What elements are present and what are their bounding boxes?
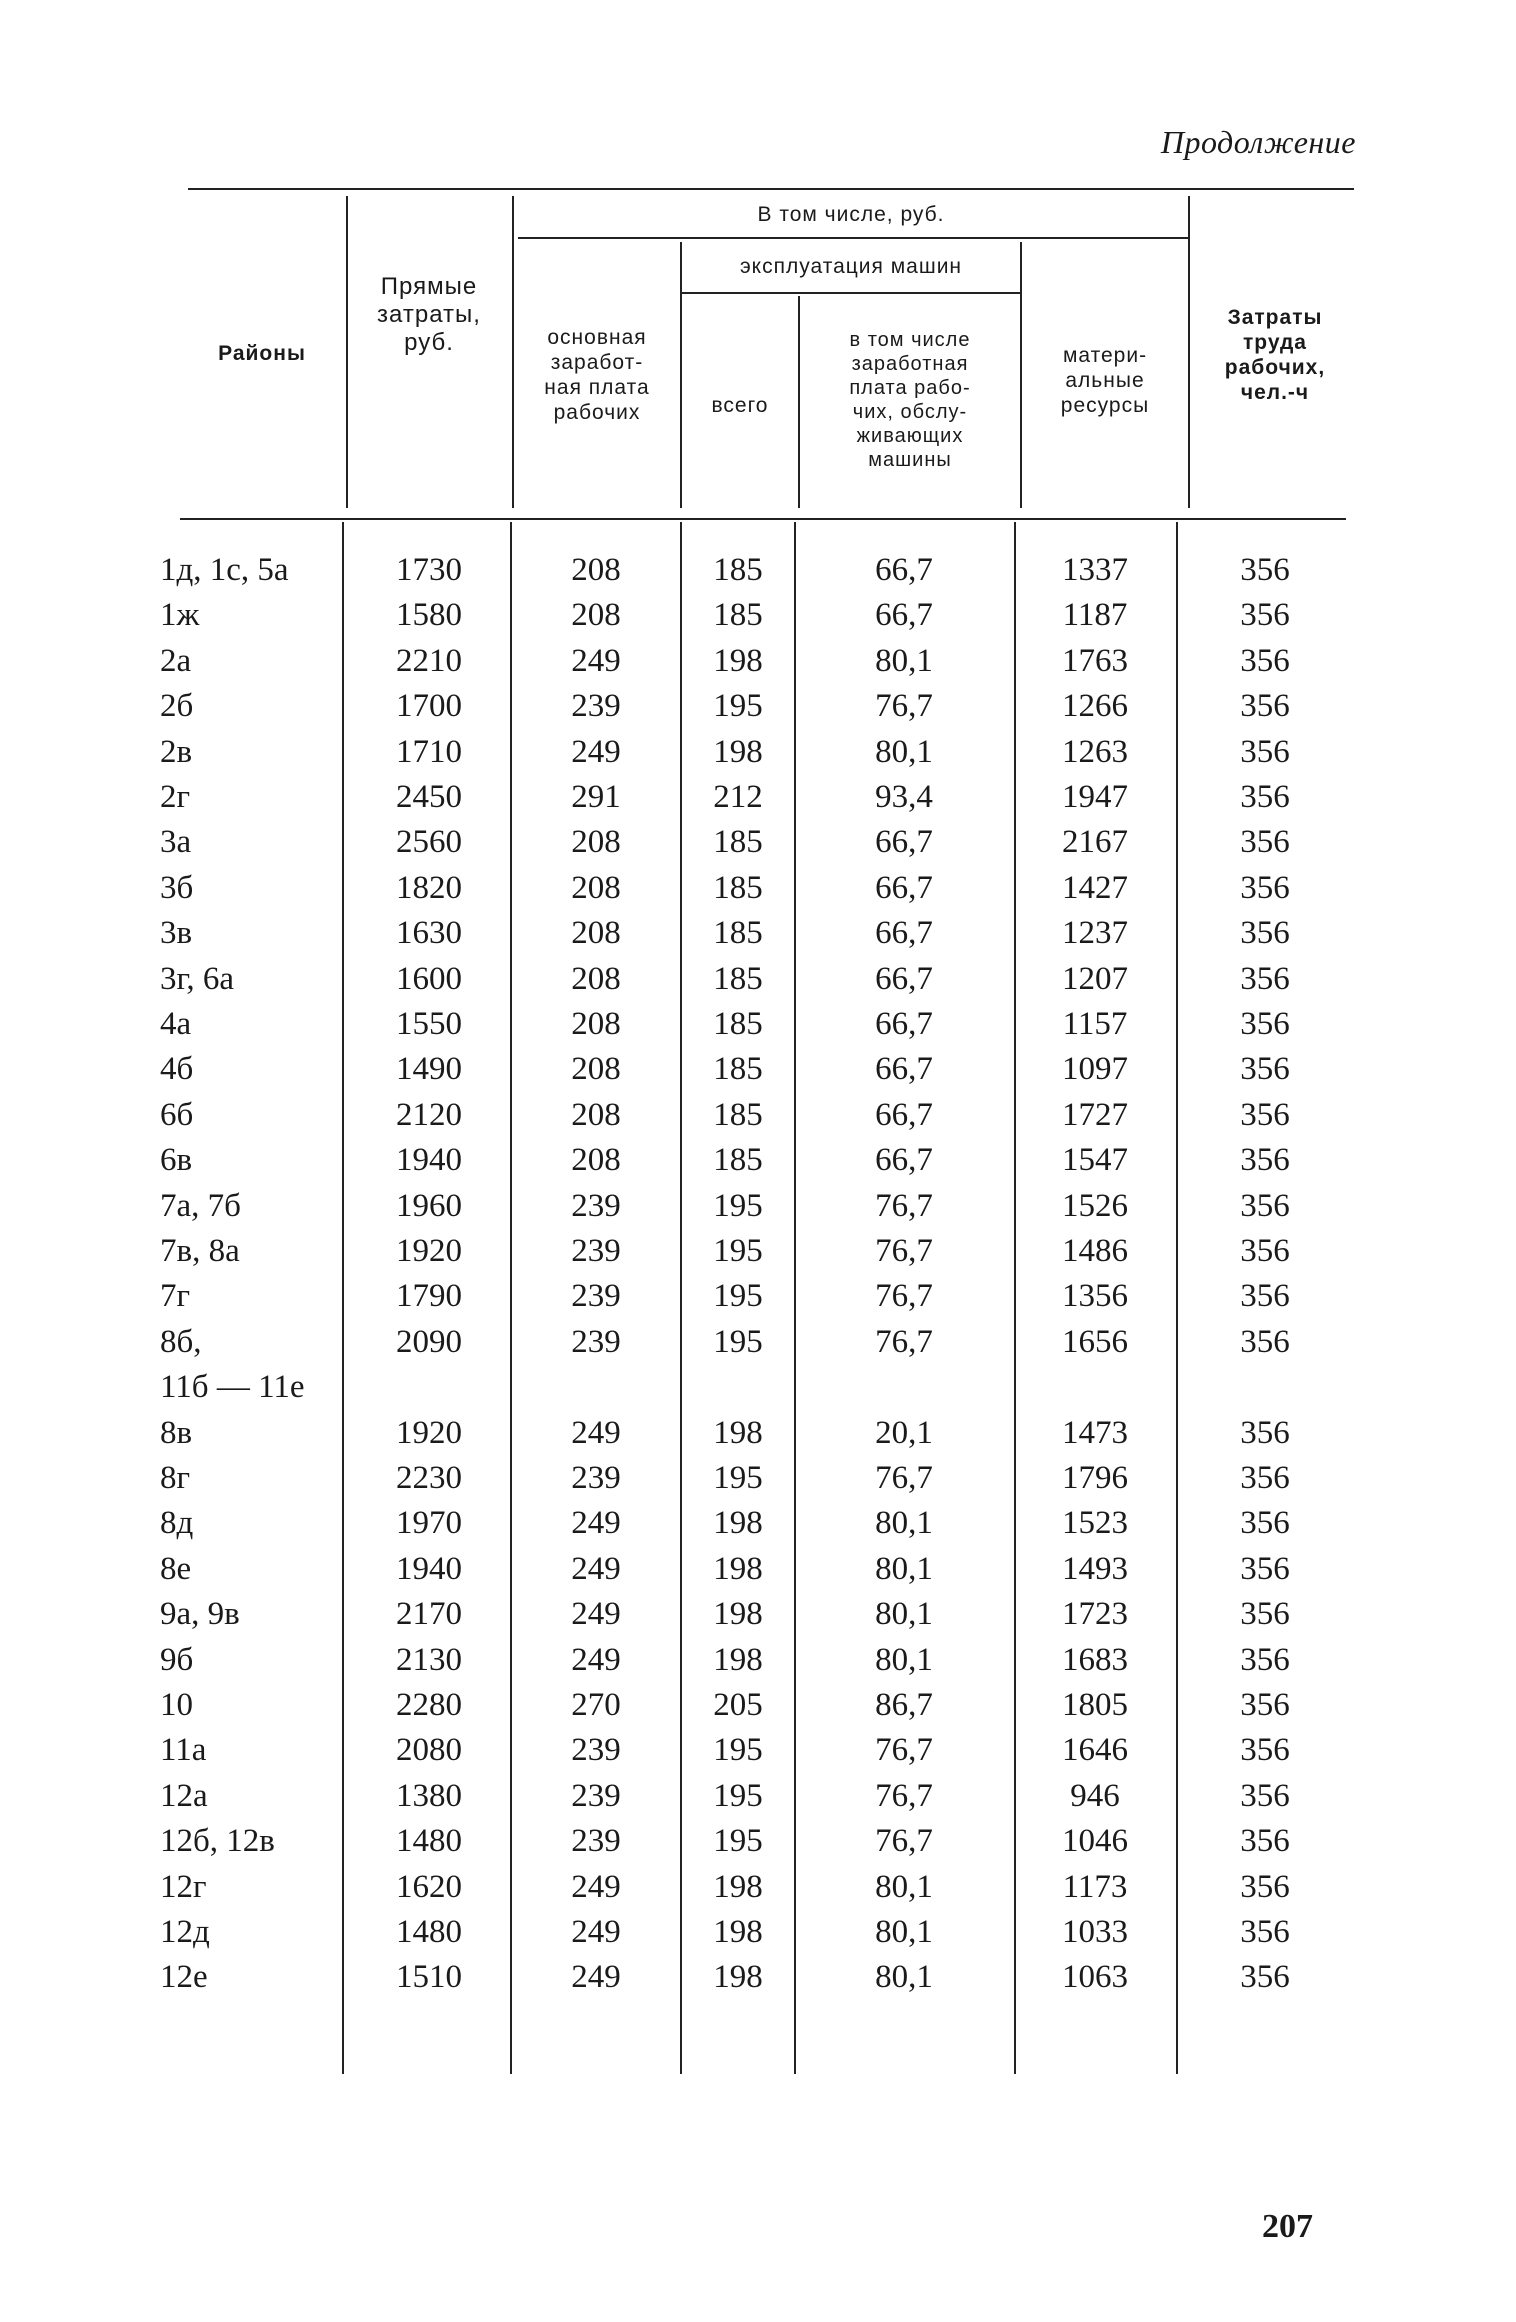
- table-row: [0, 1456, 1516, 1501]
- cell-base-wages: 208: [571, 869, 621, 906]
- cell-machine-total: 185: [713, 1096, 763, 1133]
- cell-direct-costs: 1700: [396, 688, 462, 725]
- cell-labor: 356: [1240, 688, 1290, 725]
- cell-base-wages: 239: [571, 1187, 621, 1224]
- table-row: [0, 1229, 1516, 1274]
- cell-base-wages: 239: [571, 1777, 621, 1814]
- table-row: [0, 1910, 1516, 1955]
- cell-labor: 356: [1240, 1959, 1290, 1996]
- cell-materials: 1486: [1062, 1233, 1128, 1269]
- cell-machine-wages: 66,7: [875, 1142, 933, 1179]
- table-row: [0, 1138, 1516, 1183]
- cell-materials: 946: [1070, 1777, 1120, 1814]
- cell-base-wages: 208: [571, 1142, 621, 1179]
- cell-base-wages: 249: [571, 642, 621, 679]
- cell-machine-total: 198: [713, 733, 763, 770]
- cell-district: 2в: [160, 733, 193, 770]
- cell-district: 10: [160, 1687, 193, 1723]
- cell-machine-total: 205: [713, 1687, 763, 1723]
- header-rule-including: [518, 237, 1188, 239]
- cell-district: 2г: [160, 779, 191, 815]
- cell-machine-wages: 80,1: [875, 642, 933, 679]
- cell-base-wages: 270: [571, 1687, 621, 1723]
- cell-labor: [1180, 1365, 1350, 1410]
- table-row: [0, 1002, 1516, 1047]
- cell-labor: 356: [1240, 1460, 1290, 1496]
- table-row: [0, 1320, 1516, 1365]
- cell-machine-wages: 76,7: [875, 1460, 933, 1496]
- table-row: [0, 1501, 1516, 1546]
- cell-district: 11а: [160, 1732, 207, 1769]
- cell-machine-total: 198: [713, 1596, 763, 1633]
- table-row: [0, 911, 1516, 956]
- cell-direct-costs: 2130: [396, 1641, 462, 1678]
- table-row: [0, 1728, 1516, 1773]
- cell-materials: 1656: [1062, 1323, 1128, 1360]
- cell-direct-costs: 2090: [396, 1323, 462, 1360]
- cell-materials: 1526: [1062, 1187, 1128, 1224]
- cell-labor: 356: [1240, 642, 1290, 679]
- cell-labor: 356: [1240, 1732, 1290, 1769]
- table-row: [0, 593, 1516, 638]
- cell-materials: 1356: [1062, 1278, 1128, 1315]
- table-row: [0, 866, 1516, 911]
- cell-materials: 1427: [1062, 869, 1128, 906]
- cell-base-wages: 239: [571, 1233, 621, 1269]
- cell-labor: 356: [1240, 869, 1290, 906]
- header-materials: матери- альные ресурсы: [1060, 343, 1150, 417]
- cell-direct-costs: 1380: [396, 1777, 462, 1814]
- cell-base-wages: 249: [571, 1550, 621, 1587]
- table-row: [0, 1365, 1516, 1410]
- table-row: [0, 820, 1516, 865]
- cell-machine-wages: 76,7: [875, 1777, 933, 1814]
- cell-labor: 356: [1240, 1823, 1290, 1860]
- cell-machine-wages: 66,7: [875, 1006, 933, 1042]
- cell-materials: 2167: [1062, 824, 1128, 861]
- cell-base-wages: 208: [571, 1051, 621, 1088]
- cell-district: 8б,: [160, 1323, 202, 1360]
- cell-labor: 356: [1240, 1914, 1290, 1950]
- cell-machine-wages: 66,7: [875, 960, 933, 997]
- cell-direct-costs: 2120: [396, 1096, 462, 1133]
- cell-machine-total: 185: [713, 824, 763, 861]
- cell-machine-total: 185: [713, 552, 763, 588]
- cell-labor: 356: [1240, 1051, 1290, 1088]
- cell-machine-wages: 93,4: [875, 779, 933, 815]
- cell-materials: 1947: [1062, 779, 1128, 815]
- table-row: [0, 730, 1516, 775]
- cell-direct-costs: 2080: [396, 1732, 462, 1769]
- table-row: [0, 1592, 1516, 1637]
- cell-labor: 356: [1240, 1142, 1290, 1179]
- table-row: [0, 1865, 1516, 1910]
- table-row: [0, 1683, 1516, 1728]
- cell-labor: 356: [1240, 1323, 1290, 1360]
- cell-machine-total: 198: [713, 1959, 763, 1996]
- cell-materials: 1237: [1062, 915, 1128, 952]
- cell-direct-costs: 1710: [396, 733, 462, 770]
- cell-machine-wages: 76,7: [875, 688, 933, 725]
- cell-machine-wages: 80,1: [875, 1641, 933, 1678]
- cell-direct-costs: 1600: [396, 960, 462, 997]
- cell-base-wages: 239: [571, 1460, 621, 1496]
- header-rule-machines: [682, 292, 1020, 294]
- cell-materials: 1187: [1062, 597, 1128, 634]
- cell-district: 4б: [160, 1051, 194, 1088]
- cell-base-wages: 291: [571, 779, 621, 815]
- cell-base-wages: 249: [571, 733, 621, 770]
- table-row: [0, 1819, 1516, 1864]
- cell-materials: 1683: [1062, 1641, 1128, 1678]
- cell-materials: 1207: [1062, 960, 1128, 997]
- cell-district: 8е: [160, 1550, 192, 1587]
- cell-direct-costs: 1970: [396, 1505, 462, 1542]
- cell-base-wages: 249: [571, 1641, 621, 1678]
- table-row: [0, 957, 1516, 1002]
- cell-machine-total: 198: [713, 1914, 763, 1950]
- cell-base-wages: 249: [571, 1414, 621, 1451]
- cell-labor: 356: [1240, 1505, 1290, 1542]
- cell-machine-wages: 76,7: [875, 1732, 933, 1769]
- cell-labor: 356: [1240, 1777, 1290, 1814]
- cell-direct-costs: 1920: [396, 1233, 462, 1269]
- cell-base-wages: 208: [571, 597, 621, 634]
- cell-direct-costs: 1580: [396, 597, 462, 634]
- cell-machine-wages: 76,7: [875, 1823, 933, 1860]
- cell-machine-total: 185: [713, 960, 763, 997]
- cell-materials: 1523: [1062, 1505, 1128, 1542]
- cell-direct-costs: 2450: [396, 779, 462, 815]
- table-top-rule: [188, 188, 1354, 190]
- table-row: [0, 639, 1516, 684]
- cell-machine-total: 185: [713, 597, 763, 634]
- cell-district: 12б, 12в: [160, 1823, 275, 1860]
- cell-district: 3г, 6а: [160, 960, 234, 997]
- table-row: [0, 775, 1516, 820]
- cell-direct-costs: 1730: [396, 552, 462, 588]
- cell-machine-total: 198: [713, 1414, 763, 1451]
- cell-machine-total: 185: [713, 1006, 763, 1042]
- cell-direct-costs: 2230: [396, 1460, 462, 1496]
- table-row: [0, 1274, 1516, 1319]
- cell-district: 3б: [160, 869, 194, 906]
- cell-base-wages: 249: [571, 1868, 621, 1905]
- cell-materials: 1157: [1062, 1006, 1128, 1042]
- cell-labor: 356: [1240, 733, 1290, 770]
- cell-materials: 1547: [1062, 1142, 1128, 1179]
- cell-materials: 1723: [1062, 1596, 1128, 1633]
- cell-machine-total: 195: [713, 1233, 763, 1269]
- cell-machine-wages: 66,7: [875, 1096, 933, 1133]
- cell-machine-total: 212: [713, 779, 763, 815]
- header-machine-wages: в том числе заработная плата рабо- чих, обслу- живающих машины: [849, 329, 971, 471]
- cell-direct-costs: 2170: [396, 1596, 462, 1633]
- cell-direct-costs: 2560: [396, 824, 462, 861]
- header-labor: Затраты труда рабочих, чел.-ч: [1224, 306, 1326, 404]
- cell-labor: 356: [1240, 915, 1290, 952]
- cell-base-wages: 249: [571, 1596, 621, 1633]
- table-row: [0, 1093, 1516, 1138]
- cell-machine-wages: 80,1: [875, 1868, 933, 1905]
- cell-direct-costs: 1940: [396, 1142, 462, 1179]
- cell-machine-wages: 66,7: [875, 1051, 933, 1088]
- header-machine-total: всего: [711, 393, 769, 417]
- cell-materials: 1263: [1062, 733, 1128, 770]
- cell-machine-total: 198: [713, 1868, 763, 1905]
- cell-machine-total: 195: [713, 1777, 763, 1814]
- cell-machine-total: 195: [713, 1823, 763, 1860]
- cell-materials: 1805: [1062, 1687, 1128, 1723]
- cell-machine-total: [684, 1365, 792, 1410]
- cell-district: 3в: [160, 915, 193, 952]
- cell-labor: 356: [1240, 1187, 1290, 1224]
- cell-district: 12д: [160, 1914, 210, 1950]
- cell-machine-wages: 66,7: [875, 869, 933, 906]
- cell-base-wages: 239: [571, 1323, 621, 1360]
- cell-district: 4а: [160, 1006, 192, 1042]
- cell-machine-total: 195: [713, 1732, 763, 1769]
- cell-base-wages: 208: [571, 1096, 621, 1133]
- cell-direct-costs: [350, 1365, 508, 1410]
- cell-district: 2а: [160, 642, 192, 679]
- cell-labor: 356: [1240, 597, 1290, 634]
- table-row: [0, 1774, 1516, 1819]
- cell-machine-total: 195: [713, 1323, 763, 1360]
- cell-machine-wages: 80,1: [875, 1596, 933, 1633]
- cell-direct-costs: 1480: [396, 1914, 462, 1950]
- cell-labor: 356: [1240, 1868, 1290, 1905]
- cell-materials: 1337: [1062, 552, 1128, 588]
- cell-base-wages: 208: [571, 552, 621, 588]
- header-direct-costs: Прямые затраты, руб.: [377, 273, 481, 356]
- cell-materials: 1173: [1062, 1868, 1128, 1905]
- cell-materials: 1046: [1062, 1823, 1128, 1860]
- cell-district: 7в, 8а: [160, 1233, 240, 1269]
- cell-base-wages: 239: [571, 688, 621, 725]
- cell-district: 9а, 9в: [160, 1596, 240, 1633]
- cell-machine-wages: 66,7: [875, 552, 933, 588]
- cell-base-wages: 208: [571, 915, 621, 952]
- cell-labor: 356: [1240, 552, 1290, 588]
- cell-direct-costs: 1920: [396, 1414, 462, 1451]
- cell-machine-total: 198: [713, 1550, 763, 1587]
- cell-materials: 1796: [1062, 1460, 1128, 1496]
- cell-base-wages: 249: [571, 1505, 621, 1542]
- header-including-rub: В том числе, руб.: [757, 202, 945, 226]
- cell-direct-costs: 1940: [396, 1550, 462, 1587]
- cell-district: 12е: [160, 1959, 208, 1996]
- cell-base-wages: 208: [571, 1006, 621, 1042]
- cell-machine-wages: 76,7: [875, 1233, 933, 1269]
- cell-machine-total: 195: [713, 1278, 763, 1315]
- cell-labor: 356: [1240, 779, 1290, 815]
- cell-district: 8в: [160, 1414, 193, 1451]
- cell-machine-wages: 66,7: [875, 597, 933, 634]
- cell-machine-total: 198: [713, 1505, 763, 1542]
- table-row: [0, 684, 1516, 729]
- table-row: [0, 1184, 1516, 1229]
- cell-direct-costs: 2280: [396, 1687, 462, 1723]
- cell-labor: 356: [1240, 1596, 1290, 1633]
- cell-labor: 356: [1240, 1233, 1290, 1269]
- header-machine-operation: эксплуатация машин: [739, 254, 963, 278]
- cell-machine-wages: 76,7: [875, 1323, 933, 1360]
- cell-materials: 1063: [1062, 1959, 1128, 1996]
- cell-machine-wages: 80,1: [875, 1959, 933, 1996]
- cell-machine-wages: 66,7: [875, 824, 933, 861]
- cell-materials: 1473: [1062, 1414, 1128, 1451]
- cell-machine-wages: 66,7: [875, 915, 933, 952]
- cell-machine-total: 195: [713, 688, 763, 725]
- cell-district: 2б: [160, 688, 194, 725]
- cell-base-wages: 239: [571, 1823, 621, 1860]
- cell-machine-wages: 76,7: [875, 1278, 933, 1315]
- page-number: 207: [1262, 2208, 1313, 2245]
- header-base-wages: основная заработ- ная плата рабочих: [544, 326, 650, 424]
- cell-machine-wages: 80,1: [875, 733, 933, 770]
- cell-materials: 1763: [1062, 642, 1128, 679]
- cell-direct-costs: 1630: [396, 915, 462, 952]
- cell-labor: 356: [1240, 960, 1290, 997]
- cell-machine-total: 185: [713, 869, 763, 906]
- cell-district: 6в: [160, 1142, 193, 1179]
- cell-base-wages: 239: [571, 1278, 621, 1315]
- cell-labor: 356: [1240, 1550, 1290, 1587]
- cell-machine-total: 195: [713, 1460, 763, 1496]
- cell-labor: 356: [1240, 824, 1290, 861]
- cell-labor: 356: [1240, 1278, 1290, 1315]
- cell-machine-total: 185: [713, 1142, 763, 1179]
- cell-machine-total: 195: [713, 1187, 763, 1224]
- cell-district: 7а, 7б: [160, 1187, 241, 1224]
- cell-base-wages: 249: [571, 1914, 621, 1950]
- table-row: [0, 548, 1516, 593]
- table-row: [0, 1955, 1516, 2000]
- cell-district: 6б: [160, 1096, 194, 1133]
- cell-machine-total: 185: [713, 1051, 763, 1088]
- cell-machine-wages: 76,7: [875, 1187, 933, 1224]
- cell-direct-costs: 1480: [396, 1823, 462, 1860]
- continuation-label: Продолжение: [1160, 124, 1356, 160]
- cell-direct-costs: 1510: [396, 1959, 462, 1996]
- cell-materials: 1727: [1062, 1096, 1128, 1133]
- cell-base-wages: 239: [571, 1732, 621, 1769]
- cell-labor: 356: [1240, 1687, 1290, 1723]
- cell-direct-costs: 1960: [396, 1187, 462, 1224]
- cell-machine-wages: 80,1: [875, 1550, 933, 1587]
- cell-district: 8д: [160, 1505, 194, 1542]
- cell-labor: 356: [1240, 1641, 1290, 1678]
- table-row: [0, 1547, 1516, 1592]
- cell-machine-total: 185: [713, 915, 763, 952]
- cell-direct-costs: 1490: [396, 1051, 462, 1088]
- cell-district: 12а: [160, 1777, 208, 1814]
- cell-machine-wages: 80,1: [875, 1914, 933, 1950]
- cell-materials: 1097: [1062, 1051, 1128, 1088]
- cell-machine-total: 198: [713, 1641, 763, 1678]
- cell-labor: 356: [1240, 1096, 1290, 1133]
- cell-machine-total: 198: [713, 642, 763, 679]
- cell-base-wages: 249: [571, 1959, 621, 1996]
- cell-machine-wages: 80,1: [875, 1505, 933, 1542]
- cell-materials: [1018, 1365, 1172, 1410]
- cell-district: 1д, 1с, 5а: [160, 552, 289, 588]
- cell-district: 9б: [160, 1641, 194, 1678]
- cell-district: 1ж: [160, 597, 200, 634]
- cell-direct-costs: 1620: [396, 1868, 462, 1905]
- cell-base-wages: [516, 1365, 676, 1410]
- table-row: [0, 1411, 1516, 1456]
- cell-district: 11б — 11е: [160, 1369, 305, 1406]
- header-districts: Районы: [218, 341, 306, 365]
- header-bottom-rule: [180, 518, 1346, 520]
- cell-materials: 1266: [1062, 688, 1128, 725]
- cell-district: 7г: [160, 1278, 191, 1315]
- cell-materials: 1493: [1062, 1550, 1128, 1587]
- table-row: [0, 1638, 1516, 1683]
- cell-district: 3а: [160, 824, 192, 861]
- cell-base-wages: 208: [571, 824, 621, 861]
- cell-machine-wages: 86,7: [875, 1687, 933, 1723]
- cell-labor: 356: [1240, 1414, 1290, 1451]
- cell-direct-costs: 1790: [396, 1278, 462, 1315]
- table-row: [0, 1047, 1516, 1092]
- cell-machine-wages: [798, 1365, 1010, 1410]
- cell-direct-costs: 1820: [396, 869, 462, 906]
- cell-district: 8г: [160, 1460, 191, 1496]
- cell-base-wages: 208: [571, 960, 621, 997]
- cell-direct-costs: 2210: [396, 642, 462, 679]
- cell-machine-wages: 20,1: [875, 1414, 933, 1451]
- cell-district: 12г: [160, 1868, 207, 1905]
- cell-materials: 1646: [1062, 1732, 1128, 1769]
- cell-direct-costs: 1550: [396, 1006, 462, 1042]
- cell-materials: 1033: [1062, 1914, 1128, 1950]
- cell-labor: 356: [1240, 1006, 1290, 1042]
